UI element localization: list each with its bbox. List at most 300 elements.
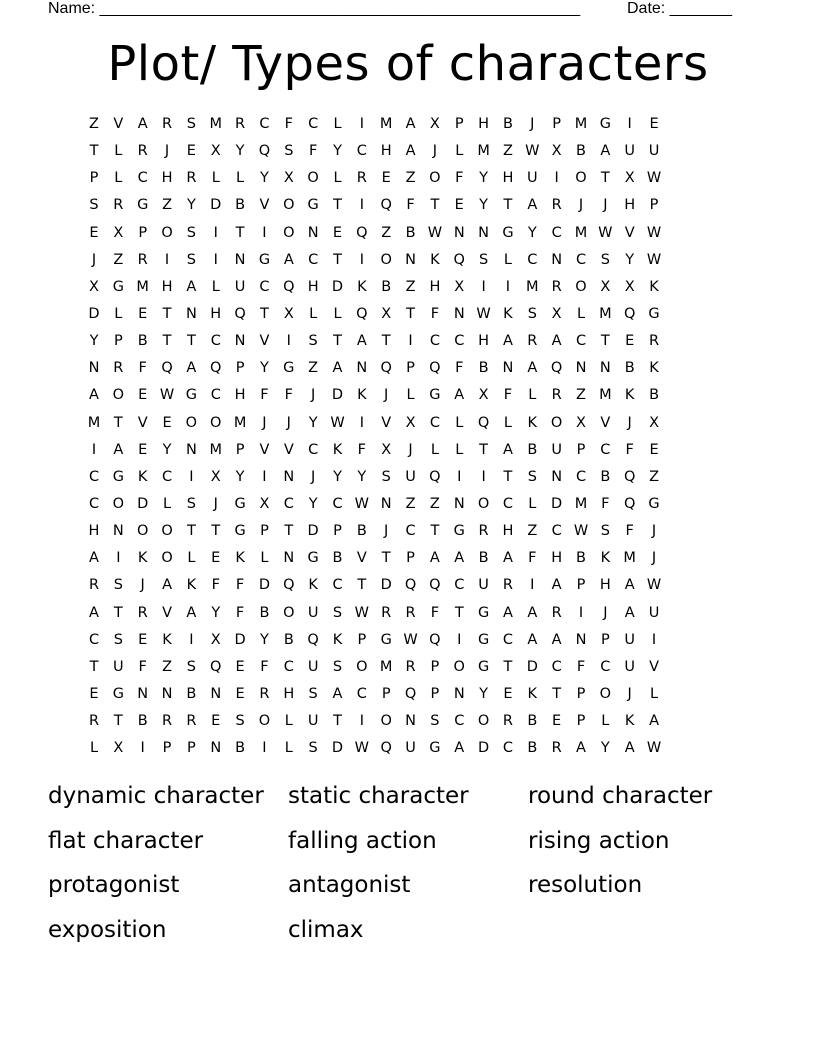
grid-letter[interactable]: I: [627, 116, 632, 132]
grid-letter[interactable]: V: [162, 604, 172, 621]
grid-letter[interactable]: X: [600, 278, 611, 295]
grid-letter[interactable]: E: [89, 685, 99, 702]
grid-letter[interactable]: F: [455, 170, 464, 187]
grid-letter[interactable]: P: [600, 631, 610, 648]
grid-letter[interactable]: V: [283, 441, 294, 458]
grid-letter[interactable]: T: [162, 305, 172, 322]
grid-letter[interactable]: L: [284, 740, 293, 757]
grid-letter[interactable]: R: [405, 604, 416, 621]
grid-letter[interactable]: P: [576, 441, 586, 458]
grid-letter[interactable]: T: [406, 305, 415, 322]
grid-letter[interactable]: P: [138, 224, 148, 241]
grid-letter[interactable]: U: [307, 713, 319, 730]
grid-letter[interactable]: V: [137, 414, 148, 431]
grid-letter[interactable]: Y: [625, 251, 635, 268]
grid-letter[interactable]: T: [430, 523, 440, 540]
grid-letter[interactable]: O: [575, 170, 587, 187]
grid-letter[interactable]: G: [502, 224, 514, 241]
grid-letter[interactable]: C: [575, 333, 587, 350]
grid-letter[interactable]: K: [624, 713, 635, 730]
grid-letter[interactable]: P: [406, 360, 415, 377]
grid-letter[interactable]: Y: [479, 170, 489, 187]
grid-letter[interactable]: E: [211, 713, 221, 730]
grid-letter[interactable]: Q: [550, 360, 563, 377]
grid-letter[interactable]: Y: [308, 414, 318, 431]
grid-letter[interactable]: R: [186, 713, 197, 730]
grid-letter[interactable]: P: [235, 360, 245, 377]
grid-letter[interactable]: C: [283, 658, 294, 675]
grid-letter[interactable]: L: [576, 305, 586, 322]
grid-letter[interactable]: O: [575, 278, 587, 295]
grid-letter[interactable]: T: [503, 468, 513, 485]
grid-letter[interactable]: T: [600, 333, 610, 350]
grid-letter[interactable]: I: [164, 251, 170, 268]
grid-letter[interactable]: A: [89, 387, 99, 404]
grid-letter[interactable]: X: [405, 414, 416, 431]
grid-letter[interactable]: V: [259, 333, 270, 350]
grid-letter[interactable]: I: [505, 278, 511, 295]
grid-letter[interactable]: J: [384, 523, 389, 540]
grid-letter[interactable]: L: [187, 550, 196, 567]
grid-letter[interactable]: X: [624, 278, 635, 295]
grid-letter[interactable]: B: [527, 713, 538, 730]
grid-letter[interactable]: U: [234, 278, 246, 295]
grid-letter[interactable]: I: [359, 116, 364, 132]
grid-letter[interactable]: I: [359, 197, 364, 214]
grid-letter[interactable]: I: [91, 441, 97, 458]
grid-letter[interactable]: S: [186, 224, 196, 241]
grid-letter[interactable]: X: [551, 143, 562, 160]
grid-letter[interactable]: O: [161, 550, 173, 567]
grid-letter[interactable]: K: [332, 631, 343, 648]
grid-letter[interactable]: X: [113, 224, 124, 241]
grid-letter[interactable]: L: [333, 116, 342, 132]
grid-letter[interactable]: L: [455, 441, 464, 458]
grid-letter[interactable]: Z: [405, 170, 416, 187]
grid-letter[interactable]: N: [478, 224, 490, 241]
grid-letter[interactable]: O: [453, 658, 465, 675]
grid-letter[interactable]: C: [259, 116, 270, 132]
grid-letter[interactable]: R: [551, 278, 562, 295]
grid-letter[interactable]: N: [575, 631, 587, 648]
grid-letter[interactable]: X: [649, 414, 660, 431]
grid-letter[interactable]: Y: [235, 468, 245, 485]
grid-letter[interactable]: C: [429, 414, 440, 431]
grid-letter[interactable]: L: [333, 305, 342, 322]
grid-letter[interactable]: R: [551, 740, 562, 757]
grid-letter[interactable]: G: [112, 468, 124, 485]
grid-letter[interactable]: X: [113, 740, 124, 757]
grid-letter[interactable]: C: [454, 713, 465, 730]
grid-letter[interactable]: A: [502, 550, 513, 567]
grid-letter[interactable]: L: [89, 740, 99, 757]
grid-letter[interactable]: R: [259, 685, 270, 702]
grid-letter[interactable]: O: [599, 685, 612, 702]
grid-letter[interactable]: C: [502, 495, 513, 512]
grid-letter[interactable]: A: [113, 441, 124, 458]
grid-letter[interactable]: S: [186, 251, 196, 268]
grid-letter[interactable]: O: [550, 414, 563, 431]
grid-letter[interactable]: C: [88, 495, 100, 512]
grid-letter[interactable]: N: [210, 685, 222, 702]
grid-letter[interactable]: C: [283, 495, 294, 512]
grid-letter[interactable]: H: [88, 523, 100, 540]
grid-letter[interactable]: G: [307, 550, 319, 567]
grid-letter[interactable]: D: [380, 577, 392, 594]
grid-letter[interactable]: A: [283, 251, 294, 268]
grid-letter[interactable]: G: [283, 360, 295, 377]
grid-letter[interactable]: W: [476, 305, 491, 322]
grid-letter[interactable]: O: [283, 224, 295, 241]
grid-letter[interactable]: A: [527, 604, 538, 621]
grid-letter[interactable]: G: [429, 740, 441, 757]
grid-letter[interactable]: S: [186, 658, 196, 675]
grid-letter[interactable]: P: [430, 658, 440, 675]
grid-letter[interactable]: Y: [211, 604, 221, 621]
grid-letter[interactable]: I: [359, 713, 364, 730]
grid-letter[interactable]: B: [527, 740, 538, 757]
grid-letter[interactable]: F: [284, 387, 293, 404]
grid-letter[interactable]: E: [235, 658, 245, 675]
grid-letter[interactable]: B: [527, 441, 538, 458]
grid-letter[interactable]: R: [162, 713, 173, 730]
grid-letter[interactable]: Y: [162, 441, 172, 458]
grid-letter[interactable]: E: [138, 631, 148, 648]
grid-letter[interactable]: W: [646, 224, 662, 241]
grid-letter[interactable]: P: [113, 333, 123, 350]
grid-letter[interactable]: H: [502, 170, 514, 187]
grid-letter[interactable]: H: [478, 116, 490, 132]
grid-letter[interactable]: D: [210, 197, 222, 214]
grid-letter[interactable]: W: [354, 495, 370, 512]
grid-letter[interactable]: X: [259, 495, 270, 512]
grid-letter[interactable]: Y: [357, 468, 367, 485]
grid-letter[interactable]: G: [453, 523, 465, 540]
grid-letter[interactable]: B: [502, 116, 513, 132]
grid-letter[interactable]: B: [576, 143, 586, 160]
grid-letter[interactable]: Q: [283, 577, 295, 594]
grid-letter[interactable]: Q: [429, 360, 441, 377]
grid-letter[interactable]: N: [234, 251, 246, 268]
grid-letter[interactable]: Y: [333, 468, 342, 485]
grid-letter[interactable]: J: [651, 523, 657, 540]
grid-letter[interactable]: A: [454, 740, 465, 757]
grid-letter[interactable]: K: [624, 387, 635, 404]
grid-letter[interactable]: L: [236, 170, 245, 187]
grid-letter[interactable]: S: [113, 577, 123, 594]
grid-letter[interactable]: L: [503, 414, 512, 431]
grid-letter[interactable]: N: [405, 713, 416, 730]
grid-letter[interactable]: C: [600, 441, 611, 458]
grid-letter[interactable]: O: [307, 170, 319, 187]
grid-letter[interactable]: P: [333, 523, 342, 540]
grid-letter[interactable]: E: [186, 143, 196, 160]
grid-letter[interactable]: B: [259, 604, 270, 621]
grid-letter[interactable]: O: [283, 197, 295, 214]
grid-letter[interactable]: E: [211, 550, 221, 567]
grid-letter[interactable]: N: [283, 550, 295, 567]
grid-letter[interactable]: N: [307, 224, 319, 241]
grid-letter[interactable]: T: [284, 523, 294, 540]
grid-letter[interactable]: Q: [429, 577, 441, 594]
grid-letter[interactable]: G: [307, 197, 319, 214]
grid-letter[interactable]: D: [137, 495, 149, 512]
grid-letter[interactable]: R: [137, 604, 148, 621]
grid-letter[interactable]: S: [600, 523, 610, 540]
grid-letter[interactable]: J: [140, 577, 145, 594]
grid-letter[interactable]: S: [308, 333, 318, 350]
grid-letter[interactable]: T: [260, 305, 269, 322]
grid-letter[interactable]: C: [356, 143, 367, 160]
grid-letter[interactable]: Y: [89, 333, 99, 350]
grid-letter[interactable]: X: [210, 631, 221, 648]
grid-letter[interactable]: Y: [333, 143, 342, 160]
grid-letter[interactable]: M: [574, 116, 588, 132]
grid-letter[interactable]: P: [649, 197, 659, 214]
grid-letter[interactable]: B: [356, 523, 367, 540]
grid-letter[interactable]: C: [88, 468, 100, 485]
grid-letter[interactable]: O: [477, 495, 490, 512]
grid-letter[interactable]: T: [162, 333, 172, 350]
grid-letter[interactable]: T: [552, 685, 562, 702]
grid-letter[interactable]: N: [356, 360, 368, 377]
grid-letter[interactable]: M: [599, 305, 612, 322]
grid-letter[interactable]: W: [646, 577, 662, 594]
grid-letter[interactable]: C: [308, 441, 319, 458]
grid-letter[interactable]: S: [381, 468, 391, 485]
grid-letter[interactable]: L: [163, 495, 172, 512]
grid-letter[interactable]: I: [213, 251, 218, 268]
grid-letter[interactable]: Q: [623, 495, 636, 512]
grid-letter[interactable]: R: [551, 604, 562, 621]
grid-letter[interactable]: G: [258, 251, 271, 268]
grid-letter[interactable]: T: [503, 658, 513, 675]
grid-letter[interactable]: M: [379, 658, 393, 675]
grid-letter[interactable]: I: [359, 414, 364, 431]
grid-letter[interactable]: U: [113, 658, 124, 675]
grid-letter[interactable]: C: [405, 523, 416, 540]
grid-letter[interactable]: D: [234, 631, 246, 648]
grid-letter[interactable]: A: [551, 631, 562, 648]
grid-letter[interactable]: R: [137, 143, 148, 160]
grid-letter[interactable]: Y: [186, 197, 196, 214]
grid-letter[interactable]: I: [262, 740, 267, 757]
grid-letter[interactable]: I: [554, 170, 559, 187]
grid-letter[interactable]: A: [502, 333, 513, 350]
grid-letter[interactable]: Y: [260, 170, 269, 187]
grid-letter[interactable]: N: [551, 251, 563, 268]
name-field-label[interactable]: Name: ______________________________________________________: [48, 0, 581, 17]
grid-letter[interactable]: I: [359, 251, 364, 268]
grid-letter[interactable]: R: [162, 116, 173, 132]
grid-letter[interactable]: H: [234, 387, 246, 404]
grid-letter[interactable]: C: [259, 278, 270, 295]
grid-letter[interactable]: Q: [356, 305, 368, 322]
grid-letter[interactable]: H: [307, 278, 319, 295]
grid-letter[interactable]: P: [454, 116, 464, 132]
grid-letter[interactable]: Z: [576, 387, 586, 404]
grid-letter[interactable]: S: [430, 713, 440, 730]
grid-letter[interactable]: G: [429, 387, 441, 404]
grid-letter[interactable]: I: [140, 740, 145, 757]
grid-letter[interactable]: K: [137, 468, 148, 485]
grid-letter[interactable]: P: [430, 685, 440, 702]
grid-letter[interactable]: M: [526, 278, 539, 295]
grid-letter[interactable]: S: [235, 713, 245, 730]
grid-letter[interactable]: O: [161, 224, 173, 241]
grid-letter[interactable]: W: [646, 251, 662, 268]
grid-letter[interactable]: V: [259, 197, 270, 214]
grid-letter[interactable]: J: [213, 495, 218, 512]
grid-letter[interactable]: R: [551, 197, 562, 214]
grid-letter[interactable]: Z: [502, 143, 513, 160]
grid-letter[interactable]: W: [525, 143, 540, 160]
grid-letter[interactable]: S: [284, 143, 294, 160]
grid-letter[interactable]: H: [624, 197, 636, 214]
grid-letter[interactable]: Q: [429, 631, 441, 648]
grid-letter[interactable]: N: [453, 685, 465, 702]
grid-letter[interactable]: K: [357, 278, 367, 295]
grid-letter[interactable]: X: [576, 414, 586, 431]
grid-letter[interactable]: H: [551, 550, 563, 567]
grid-letter[interactable]: F: [455, 360, 464, 377]
grid-letter[interactable]: Z: [381, 224, 392, 241]
grid-letter[interactable]: P: [576, 577, 586, 594]
grid-letter[interactable]: E: [381, 170, 391, 187]
grid-letter[interactable]: Q: [380, 740, 392, 757]
grid-letter[interactable]: A: [454, 550, 465, 567]
grid-letter[interactable]: C: [332, 495, 343, 512]
grid-letter[interactable]: X: [381, 305, 392, 322]
grid-letter[interactable]: C: [429, 333, 440, 350]
grid-letter[interactable]: Z: [527, 523, 538, 540]
grid-letter[interactable]: F: [138, 360, 147, 377]
grid-letter[interactable]: T: [89, 658, 99, 675]
grid-letter[interactable]: I: [213, 224, 218, 241]
grid-letter[interactable]: P: [162, 740, 172, 757]
grid-letter[interactable]: T: [186, 333, 196, 350]
grid-letter[interactable]: T: [333, 251, 342, 268]
grid-letter[interactable]: U: [624, 631, 635, 648]
grid-letter[interactable]: B: [405, 224, 416, 241]
grid-letter[interactable]: A: [137, 116, 148, 132]
grid-letter[interactable]: G: [234, 523, 246, 540]
grid-letter[interactable]: P: [576, 685, 586, 702]
grid-letter[interactable]: A: [405, 116, 416, 132]
grid-letter[interactable]: A: [332, 685, 343, 702]
grid-letter[interactable]: Z: [113, 251, 124, 268]
grid-letter[interactable]: L: [114, 305, 123, 322]
grid-letter[interactable]: J: [91, 251, 97, 268]
grid-letter[interactable]: M: [599, 387, 612, 404]
grid-letter[interactable]: D: [88, 305, 100, 322]
grid-letter[interactable]: B: [576, 550, 586, 567]
grid-letter[interactable]: C: [575, 468, 587, 485]
grid-letter[interactable]: S: [113, 631, 123, 648]
grid-letter[interactable]: N: [502, 360, 514, 377]
grid-letter[interactable]: U: [648, 604, 660, 621]
grid-letter[interactable]: L: [114, 143, 123, 160]
grid-letter[interactable]: N: [185, 441, 197, 458]
grid-letter[interactable]: L: [211, 170, 220, 187]
grid-letter[interactable]: L: [114, 170, 123, 187]
grid-letter[interactable]: N: [88, 360, 100, 377]
grid-letter[interactable]: U: [648, 143, 660, 160]
grid-letter[interactable]: J: [603, 197, 608, 214]
grid-letter[interactable]: B: [235, 197, 246, 214]
grid-letter[interactable]: E: [89, 224, 99, 241]
grid-letter[interactable]: K: [186, 577, 197, 594]
grid-letter[interactable]: J: [530, 116, 535, 132]
grid-letter[interactable]: X: [210, 143, 221, 160]
grid-letter[interactable]: T: [113, 713, 123, 730]
grid-letter[interactable]: F: [601, 495, 610, 512]
grid-letter[interactable]: R: [88, 577, 100, 594]
grid-letter[interactable]: L: [528, 387, 537, 404]
grid-letter[interactable]: A: [89, 604, 99, 621]
grid-letter[interactable]: N: [453, 305, 465, 322]
grid-letter[interactable]: Y: [235, 143, 245, 160]
grid-letter[interactable]: A: [429, 550, 440, 567]
grid-letter[interactable]: S: [332, 604, 343, 621]
grid-letter[interactable]: J: [311, 468, 316, 485]
grid-letter[interactable]: R: [502, 577, 513, 594]
grid-letter[interactable]: I: [651, 631, 657, 648]
grid-letter[interactable]: R: [113, 360, 124, 377]
grid-letter[interactable]: Z: [89, 116, 99, 132]
grid-letter[interactable]: Q: [258, 143, 271, 160]
grid-letter[interactable]: J: [651, 550, 657, 567]
grid-letter[interactable]: D: [331, 387, 344, 404]
grid-letter[interactable]: U: [405, 740, 416, 757]
grid-letter[interactable]: B: [478, 550, 489, 567]
grid-letter[interactable]: R: [649, 333, 660, 350]
grid-letter[interactable]: N: [453, 495, 465, 512]
grid-letter[interactable]: F: [138, 658, 147, 675]
grid-letter[interactable]: C: [356, 685, 367, 702]
grid-letter[interactable]: W: [646, 170, 662, 187]
grid-letter[interactable]: X: [551, 305, 562, 322]
grid-letter[interactable]: O: [429, 170, 441, 187]
grid-letter[interactable]: M: [623, 550, 636, 567]
grid-letter[interactable]: J: [311, 387, 316, 404]
grid-letter[interactable]: L: [211, 278, 220, 295]
grid-letter[interactable]: W: [354, 604, 370, 621]
grid-letter[interactable]: K: [527, 685, 538, 702]
grid-letter[interactable]: I: [262, 224, 267, 241]
grid-letter[interactable]: C: [551, 523, 562, 540]
grid-letter[interactable]: B: [235, 740, 246, 757]
grid-letter[interactable]: D: [331, 278, 344, 295]
grid-letter[interactable]: B: [478, 360, 489, 377]
grid-letter[interactable]: H: [210, 305, 222, 322]
grid-letter[interactable]: U: [624, 143, 635, 160]
grid-letter[interactable]: F: [211, 577, 220, 594]
grid-letter[interactable]: X: [454, 278, 465, 295]
grid-letter[interactable]: Q: [283, 278, 295, 295]
grid-letter[interactable]: S: [527, 468, 537, 485]
grid-letter[interactable]: C: [502, 740, 513, 757]
grid-letter[interactable]: I: [457, 468, 462, 485]
grid-letter[interactable]: I: [481, 468, 486, 485]
grid-letter[interactable]: L: [528, 495, 537, 512]
grid-letter[interactable]: A: [551, 333, 562, 350]
grid-letter[interactable]: T: [186, 523, 196, 540]
grid-letter[interactable]: Y: [260, 360, 269, 377]
grid-letter[interactable]: Z: [308, 360, 319, 377]
grid-letter[interactable]: N: [575, 360, 587, 377]
grid-letter[interactable]: P: [235, 441, 245, 458]
